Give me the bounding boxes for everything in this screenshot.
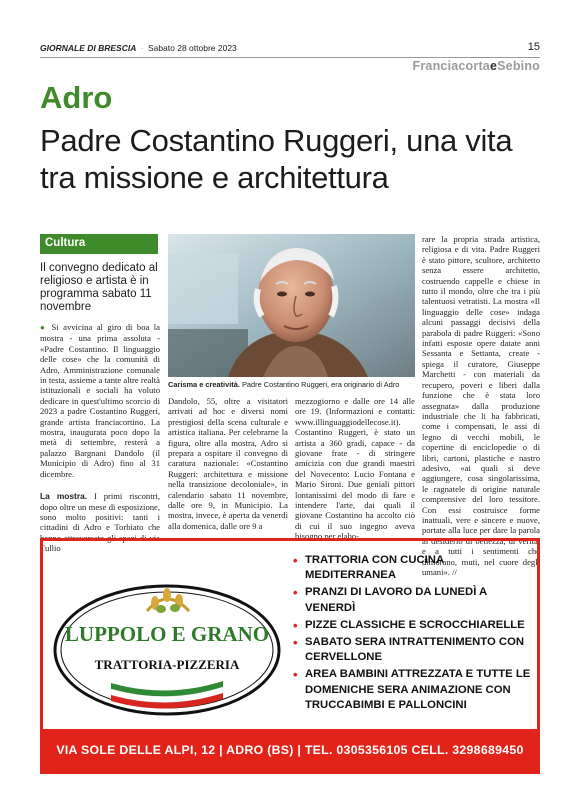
section-e: e <box>489 59 498 73</box>
category-label: Cultura <box>40 234 158 254</box>
paragraph-intro <box>40 322 160 479</box>
caption-text: Padre Costantino Ruggeri, era originario di Adro <box>241 380 400 389</box>
article-column-1 <box>40 322 160 554</box>
ad-feature-item: • PIZZE CLASSICHE E SCROCCHIARELLE <box>293 618 533 633</box>
column-3-text: mezzogiorno e dalle ore 14 alle ore 19. (Informazioni e contatti: www.illinguaggiodellecose.it). Costantino Ruggeri, è stato un artista a 360 gradi, capace - da giovane frate - di stringere amicizia con due grandi maestri del Novecento: Lucio Fontana e Mario Sironi. Due geniali pittori lontanissimi del modo di fare e intendere l'arte, dai quali il giovane Costantino ha accolto ciò di cui il suo ingegno aveva bisogno per elabo- <box>295 396 415 542</box>
header-rule <box>40 57 540 58</box>
advertisement <box>40 538 540 774</box>
logo-subtitle: TRATTORIA-PIZZERIA <box>94 657 240 672</box>
column-2-text: Dandolo, 55, oltre a visitatori arrivati ad hoc e diversi nomi prestigiosi della scena culturale e artistica italiana. Per celebrarne la figura, oltre alla mostra, Adro si prepara a ospitare il convegno di caratura nazionale: «Costantino Ruggeri: architettura e missione nella transizione decoloniale», in calendario sabato 11 novembre, dalle ore 9, in Municipio. La mostra, invece, è aperta da venerdì alla domenica, dalle ore 9 a <box>168 396 288 531</box>
logo-name: LUPPOLO E GRANO <box>64 622 270 646</box>
ad-features <box>293 553 533 715</box>
ad-feature-item: • AREA BAMBINI ATTREZZATA E TUTTE LE DOMENICHE SERA ANIMAZIONE CON TRUCCABIMBI E PALLONCINI <box>293 667 533 713</box>
article-column-2 <box>168 396 288 531</box>
portrait-photo <box>168 234 415 377</box>
header-separator: · <box>140 43 144 53</box>
page-header <box>40 43 540 57</box>
issue-date: Sabato 28 ottobre 2023 <box>147 43 237 53</box>
ad-feature-item: • TRATTORIA CON CUCINA MEDITERRANEA <box>293 553 533 583</box>
mostra-text: I primi riscontri, dopo oltre un mese di esposizione, sono molto positivi: tanti i cittadini di Adro e Torbiato che hanno attraversato gli spazi di via Tullio <box>40 491 160 554</box>
newspaper-name: GIORNALE DI BRESCIA <box>40 43 137 53</box>
article-kicker: Adro <box>40 80 113 115</box>
portrait-illustration <box>168 234 415 377</box>
page-number: 15 <box>527 41 540 53</box>
article-subhead: Il convegno dedicato al religioso e artista è in programma sabato 11 novembre <box>40 262 158 313</box>
article-column-4 <box>422 234 540 577</box>
photo-caption <box>168 380 415 390</box>
section-left: Franciacorta <box>412 59 490 73</box>
caption-label: Carisma e creatività. <box>168 380 240 389</box>
paragraph-lead: La mostra. <box>40 491 88 502</box>
article-column-3 <box>295 396 415 542</box>
intro-text: Si avvicina al giro di boa la mostra - una prima assoluta - «Padre Costantino. Il linguaggio delle cose» che la comunità di Adro, Amministrazione comunale in testa, assieme a tante altre realtà istituzionali e sociali ha voluto dedicare in quest'ultimo scorcio di 2023 a padre Costantino Ruggeri, grande artista franciacortino. La mostra, inaugurata poco dopo la metà di settembre, resterà a palazzo Bargnani Dandolo (il Municipio di Adro) fino al 31 dicembre. <box>40 322 160 479</box>
column-4-paragraph <box>422 234 540 577</box>
restaurant-logo <box>51 577 283 719</box>
ad-contact-band: VIA SOLE DELLE ALPI, 12 | ADRO (BS) | TEL. 0305356105 CELL. 3298689450 <box>43 729 537 771</box>
ad-feature-item: • PRANZI DI LAVORO DA LUNEDÌ A VENERDÌ <box>293 585 533 615</box>
end-mark: // <box>452 567 457 577</box>
section-right: Sebino <box>497 59 540 73</box>
article-title: Padre Costantino Ruggeri, una vita tra missione e architettura <box>40 123 513 195</box>
ad-feature-item: • SABATO SERA INTRATTENIMENTO CON CERVELLONE <box>293 635 533 665</box>
section-tag <box>413 59 540 73</box>
column-4-text: rare la propria strada artistica, religiosa e di vita. Padre Ruggeri è stato pittore, scultore, architetto senza essere architetto, costruendo cappelle e chiese in tutto il mondo, oltre che tra i più talentuosi vetratisti. La mostra «Il linguaggio delle cose» indaga alcuni passaggi decisivi della parabola di padre Ruggeri: «Sono infatti esposte opere datate anni Sessanta e Settanta, create - spiega il curatore, Giuseppe Marchetti - con materiali da recupero, poveri e liberi dalla funzione che è stata loro assegnata» dalla produzione industriale che li ha fabbricati, come i compensati, le assi di legno di vecchi mobili, le copertine di enciclopedie o di libri, cartoni, plastiche e nastro adesivo, «ai quali si deve aggiungere, cosa singolarissima, le ragnatele di origine naturale comprensive del loro tessitore. Con essi costruisce forme inattuali, vere e sincere e nuove, portate alla luce per dare la parola al desiderio di bellezza, di verità, e a tutti i sentimenti che dimorano, muti, nel cuore degli umani». <box>422 234 540 577</box>
bullet-icon: ● <box>40 323 52 332</box>
